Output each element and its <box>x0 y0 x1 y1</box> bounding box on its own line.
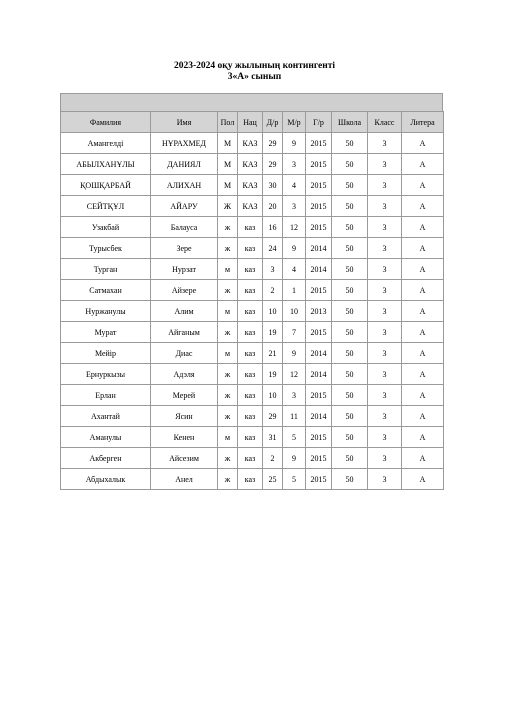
table-cell: НҰРАХМЕД <box>151 133 218 154</box>
table-row <box>61 385 444 406</box>
table-cell: 10 <box>283 301 306 322</box>
table-body <box>61 133 444 490</box>
table-cell: ж <box>218 469 238 490</box>
table-row <box>61 280 444 301</box>
table-cell: 2015 <box>306 280 332 301</box>
table-cell: Диас <box>151 343 218 364</box>
table-cell: КАЗ <box>238 175 263 196</box>
table-cell: 19 <box>263 322 283 343</box>
table-cell: 3 <box>368 385 402 406</box>
table-cell: КАЗ <box>238 196 263 217</box>
table-cell: каз <box>238 343 263 364</box>
table-cell: каз <box>238 469 263 490</box>
table-cell: ж <box>218 385 238 406</box>
table-cell: А <box>402 196 444 217</box>
table-cell: 2015 <box>306 196 332 217</box>
table-cell: КАЗ <box>238 133 263 154</box>
table-cell: 50 <box>332 364 368 385</box>
table-cell: 50 <box>332 322 368 343</box>
table-cell: 2015 <box>306 322 332 343</box>
table-cell: Ерлан <box>61 385 151 406</box>
table-cell: АБЫЛХАНҰЛЫ <box>61 154 151 175</box>
table-cell: 2015 <box>306 175 332 196</box>
column-header: Литера <box>402 112 444 133</box>
table-cell: Зере <box>151 238 218 259</box>
document-subtitle: 3«А» сынып <box>227 72 282 82</box>
table-row <box>61 217 444 238</box>
table-cell: Ернуркызы <box>61 364 151 385</box>
table-cell: 24 <box>263 238 283 259</box>
table-cell: 9 <box>283 448 306 469</box>
table-cell: Акберген <box>61 448 151 469</box>
table-row <box>61 154 444 175</box>
table-row <box>61 364 444 385</box>
table-cell: 21 <box>263 343 283 364</box>
table-cell: А <box>402 427 444 448</box>
table-cell: м <box>218 343 238 364</box>
table-row <box>61 343 444 364</box>
table-cell: Ясин <box>151 406 218 427</box>
table-cell: Нуржанулы <box>61 301 151 322</box>
table-cell: 1 <box>283 280 306 301</box>
table-cell: ж <box>218 238 238 259</box>
table-cell: М <box>218 154 238 175</box>
table-cell: 2015 <box>306 154 332 175</box>
table-cell: 7 <box>283 322 306 343</box>
table-cell: Мерей <box>151 385 218 406</box>
table-cell: Айганым <box>151 322 218 343</box>
column-header: Фамилия <box>61 112 151 133</box>
table-cell: 3 <box>283 154 306 175</box>
column-header: Пол <box>218 112 238 133</box>
table-row <box>61 427 444 448</box>
table-cell: 3 <box>368 343 402 364</box>
table-cell: А <box>402 280 444 301</box>
table-cell: 50 <box>332 406 368 427</box>
table-cell: 2014 <box>306 343 332 364</box>
table-cell: А <box>402 469 444 490</box>
table-cell: ж <box>218 217 238 238</box>
table-cell: м <box>218 259 238 280</box>
table-cell: каз <box>238 280 263 301</box>
table-cell: 50 <box>332 343 368 364</box>
table-cell: СЕЙТҚҰЛ <box>61 196 151 217</box>
table-cell: 16 <box>263 217 283 238</box>
table-cell: ж <box>218 406 238 427</box>
table-cell: А <box>402 259 444 280</box>
table-cell: 3 <box>368 259 402 280</box>
table-cell: 50 <box>332 154 368 175</box>
table-cell: каз <box>238 238 263 259</box>
table-cell: 2014 <box>306 259 332 280</box>
table-cell: А <box>402 133 444 154</box>
table-cell: м <box>218 301 238 322</box>
table-cell: 5 <box>283 427 306 448</box>
column-header: Имя <box>151 112 218 133</box>
table-cell: 9 <box>283 133 306 154</box>
table-cell: 50 <box>332 427 368 448</box>
table-cell: 4 <box>283 175 306 196</box>
table-header-row <box>61 112 444 133</box>
table-cell: Аманулы <box>61 427 151 448</box>
column-header: Класс <box>368 112 402 133</box>
table-cell: 3 <box>283 385 306 406</box>
table-cell: каз <box>238 427 263 448</box>
table-cell: 3 <box>368 217 402 238</box>
table-cell: ж <box>218 364 238 385</box>
table-cell: Алим <box>151 301 218 322</box>
table-cell: 12 <box>283 364 306 385</box>
table-row <box>61 196 444 217</box>
table-cell: м <box>218 427 238 448</box>
table-cell: ҚОШҚАРБАЙ <box>61 175 151 196</box>
table-cell: А <box>402 238 444 259</box>
table-cell: 50 <box>332 238 368 259</box>
table-cell: А <box>402 343 444 364</box>
table-cell: 31 <box>263 427 283 448</box>
table-cell: ж <box>218 322 238 343</box>
table-cell: ДАНИЯЛ <box>151 154 218 175</box>
table-cell: 3 <box>368 196 402 217</box>
table-cell: КАЗ <box>238 154 263 175</box>
table-cell: 3 <box>368 406 402 427</box>
table-cell: 12 <box>283 217 306 238</box>
table-cell: Мурат <box>61 322 151 343</box>
table-cell: 50 <box>332 259 368 280</box>
table-cell: 3 <box>283 196 306 217</box>
table-cell: 3 <box>368 238 402 259</box>
table-cell: 50 <box>332 469 368 490</box>
table-cell: 9 <box>283 238 306 259</box>
table-cell: А <box>402 406 444 427</box>
table-cell: А <box>402 217 444 238</box>
table-cell: 50 <box>332 385 368 406</box>
table-cell: 3 <box>368 301 402 322</box>
table-cell: 50 <box>332 280 368 301</box>
table-cell: каз <box>238 322 263 343</box>
table-cell: 2015 <box>306 448 332 469</box>
table-cell: Ахантай <box>61 406 151 427</box>
table-cell: 25 <box>263 469 283 490</box>
table-cell: 2015 <box>306 217 332 238</box>
table-cell: А <box>402 364 444 385</box>
table-cell: ж <box>218 280 238 301</box>
table-cell: 2015 <box>306 469 332 490</box>
table-cell: 2014 <box>306 364 332 385</box>
table-row <box>61 175 444 196</box>
table-cell: 29 <box>263 133 283 154</box>
table-cell: каз <box>238 364 263 385</box>
table-cell: ж <box>218 448 238 469</box>
column-header: Школа <box>332 112 368 133</box>
table-cell: 50 <box>332 217 368 238</box>
table-cell: каз <box>238 217 263 238</box>
students-table <box>60 111 444 490</box>
table-cell: каз <box>238 301 263 322</box>
table-cell: Айзере <box>151 280 218 301</box>
table-row <box>61 322 444 343</box>
table-cell: 30 <box>263 175 283 196</box>
table-cell: Турысбек <box>61 238 151 259</box>
table-cell: 3 <box>368 133 402 154</box>
table-cell: каз <box>238 406 263 427</box>
table-row <box>61 469 444 490</box>
table-cell: 3 <box>368 175 402 196</box>
table-cell: Балауса <box>151 217 218 238</box>
table-cell: 4 <box>283 259 306 280</box>
table-cell: 3 <box>368 322 402 343</box>
table-cell: 2 <box>263 280 283 301</box>
column-header: Д/р <box>263 112 283 133</box>
table-cell: каз <box>238 259 263 280</box>
table-cell: 2014 <box>306 238 332 259</box>
table-cell: 3 <box>368 427 402 448</box>
table-cell: М <box>218 133 238 154</box>
table-row <box>61 238 444 259</box>
table-cell: 2015 <box>306 385 332 406</box>
table-cell: 2013 <box>306 301 332 322</box>
table-cell: 50 <box>332 301 368 322</box>
table-cell: 10 <box>263 385 283 406</box>
table-cell: 9 <box>283 343 306 364</box>
table-cell: Ж <box>218 196 238 217</box>
table-cell: 3 <box>368 448 402 469</box>
table-cell: 29 <box>263 406 283 427</box>
table-row <box>61 133 444 154</box>
table-cell: АЙАРУ <box>151 196 218 217</box>
table-cell: А <box>402 175 444 196</box>
table-row <box>61 448 444 469</box>
table-cell: Кенен <box>151 427 218 448</box>
column-header: Г/р <box>306 112 332 133</box>
table-cell: 3 <box>368 364 402 385</box>
table-cell: 2015 <box>306 427 332 448</box>
table-cell: Мейір <box>61 343 151 364</box>
table-top-band <box>60 93 443 112</box>
table-cell: А <box>402 301 444 322</box>
table-cell: А <box>402 322 444 343</box>
table-cell: 3 <box>368 154 402 175</box>
table-cell: 50 <box>332 196 368 217</box>
table-cell: Анел <box>151 469 218 490</box>
table-cell: 3 <box>368 469 402 490</box>
table-cell: Нурзат <box>151 259 218 280</box>
table-row <box>61 301 444 322</box>
table-cell: А <box>402 154 444 175</box>
table-row <box>61 259 444 280</box>
table-cell: 5 <box>283 469 306 490</box>
column-header: Нац <box>238 112 263 133</box>
table-cell: 2015 <box>306 133 332 154</box>
table-cell: 11 <box>283 406 306 427</box>
table-cell: 2 <box>263 448 283 469</box>
table-cell: Адэля <box>151 364 218 385</box>
table-cell: А <box>402 385 444 406</box>
table-cell: Сатмахан <box>61 280 151 301</box>
table-cell: 50 <box>332 133 368 154</box>
table-cell: 50 <box>332 175 368 196</box>
table-cell: Турган <box>61 259 151 280</box>
table-cell: каз <box>238 385 263 406</box>
table-cell: 19 <box>263 364 283 385</box>
table-cell: каз <box>238 448 263 469</box>
table-cell: 3 <box>368 280 402 301</box>
table-cell: А <box>402 448 444 469</box>
table-cell: 3 <box>263 259 283 280</box>
table-cell: Амангелді <box>61 133 151 154</box>
table-cell: Абдыхалык <box>61 469 151 490</box>
table-row <box>61 406 444 427</box>
table-cell: Айсезим <box>151 448 218 469</box>
table-cell: 29 <box>263 154 283 175</box>
table-cell: 50 <box>332 448 368 469</box>
table-cell: 10 <box>263 301 283 322</box>
document-title: 2023-2024 оқу жылының контингенті <box>173 61 336 71</box>
table-cell: Узакбай <box>61 217 151 238</box>
column-header: М/р <box>283 112 306 133</box>
table-cell: М <box>218 175 238 196</box>
table-cell: АЛИХАН <box>151 175 218 196</box>
table-cell: 20 <box>263 196 283 217</box>
table-cell: 2014 <box>306 406 332 427</box>
